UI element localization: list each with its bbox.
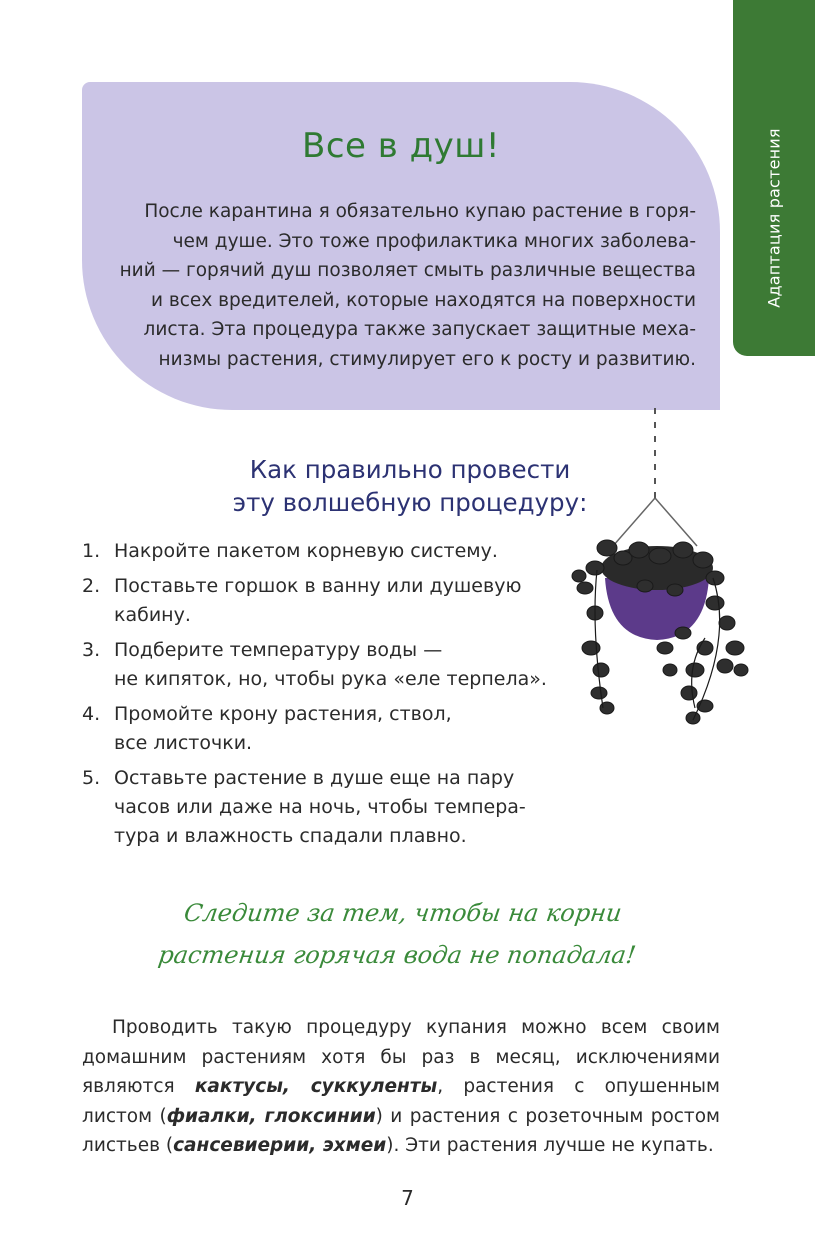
list-item (82, 700, 582, 758)
paragraph-text: ). Эти растения лучше не купать. (386, 1135, 714, 1156)
steps-list (82, 537, 582, 857)
callout-body (104, 197, 696, 374)
step-text: Оставьте растение в душе еще на пару (114, 767, 515, 789)
step-number: 1. (82, 540, 101, 562)
step-text: тура и влажность спадали плавно. (114, 825, 467, 847)
step-number: 3. (82, 639, 101, 661)
step-text: Подберите температуру воды — (114, 639, 443, 661)
callout-line: чем душе. Это тоже профилактика многих заболева- (172, 230, 696, 252)
step-text: все листочки. (114, 732, 253, 754)
emphasis-text: кактусы, суккуленты (194, 1076, 438, 1097)
callout-line: ний — горячий душ позволяет смыть различные вещества (119, 260, 696, 281)
callout-line: листа. Эта процедура также запускает защитные меха- (143, 319, 696, 340)
callout-title: Все в душ! (302, 126, 500, 166)
callout-line: После карантина я обязательно купаю растение в горя- (144, 201, 696, 222)
paragraph-text: ) и растения с розеточным ростом листьев ( (82, 1105, 720, 1156)
emphasis-text: фиалки, глоксинии (166, 1105, 376, 1127)
hanging-plant-icon (565, 408, 755, 738)
list-item (82, 764, 582, 851)
callout-line: и всех вредителей, которые находятся на поверхности (150, 289, 696, 311)
list-item (82, 572, 582, 630)
chapter-tab-label: Адаптация растения (764, 128, 784, 308)
paragraph-text: Проводить такую процедуру купания можно всем своим домашним растениям хотя бы раз в месяц, исключениями являются (82, 1017, 720, 1097)
section-title-line1: Как правильно провести (249, 455, 571, 484)
page-number: 7 (401, 1186, 414, 1210)
emphasis-text: сансевиерии, эхмеи (173, 1135, 387, 1156)
step-text: Накройте пакетом корневую систему. (114, 540, 498, 562)
step-text: не кипяток, но, чтобы рука «еле терпела». (114, 668, 547, 690)
step-number: 5. (82, 767, 101, 789)
paragraph-text: , растения с опушенным листом ( (82, 1076, 720, 1127)
body-paragraph (82, 1013, 720, 1161)
step-text: кабину. (114, 604, 191, 626)
list-item (82, 537, 582, 566)
note-line2: растения горячая вода не попадала! (156, 941, 638, 969)
step-number: 2. (82, 575, 101, 597)
step-text: Поставьте горшок в ванну или душевую (114, 575, 522, 597)
note-handwritten (134, 892, 666, 976)
step-text: Промойте крону растения, ствол, (114, 703, 452, 725)
step-number: 4. (82, 703, 101, 725)
step-text: часов или даже на ночь, чтобы темпера- (114, 796, 526, 818)
callout-line: низмы растения, стимулирует его к росту и развитию. (158, 348, 696, 370)
list-item (82, 636, 582, 694)
note-line1: Следите за тем, чтобы на корни (182, 899, 624, 927)
chapter-tab (733, 0, 815, 356)
section-title-line2: эту волшебную процедуру: (232, 488, 588, 517)
